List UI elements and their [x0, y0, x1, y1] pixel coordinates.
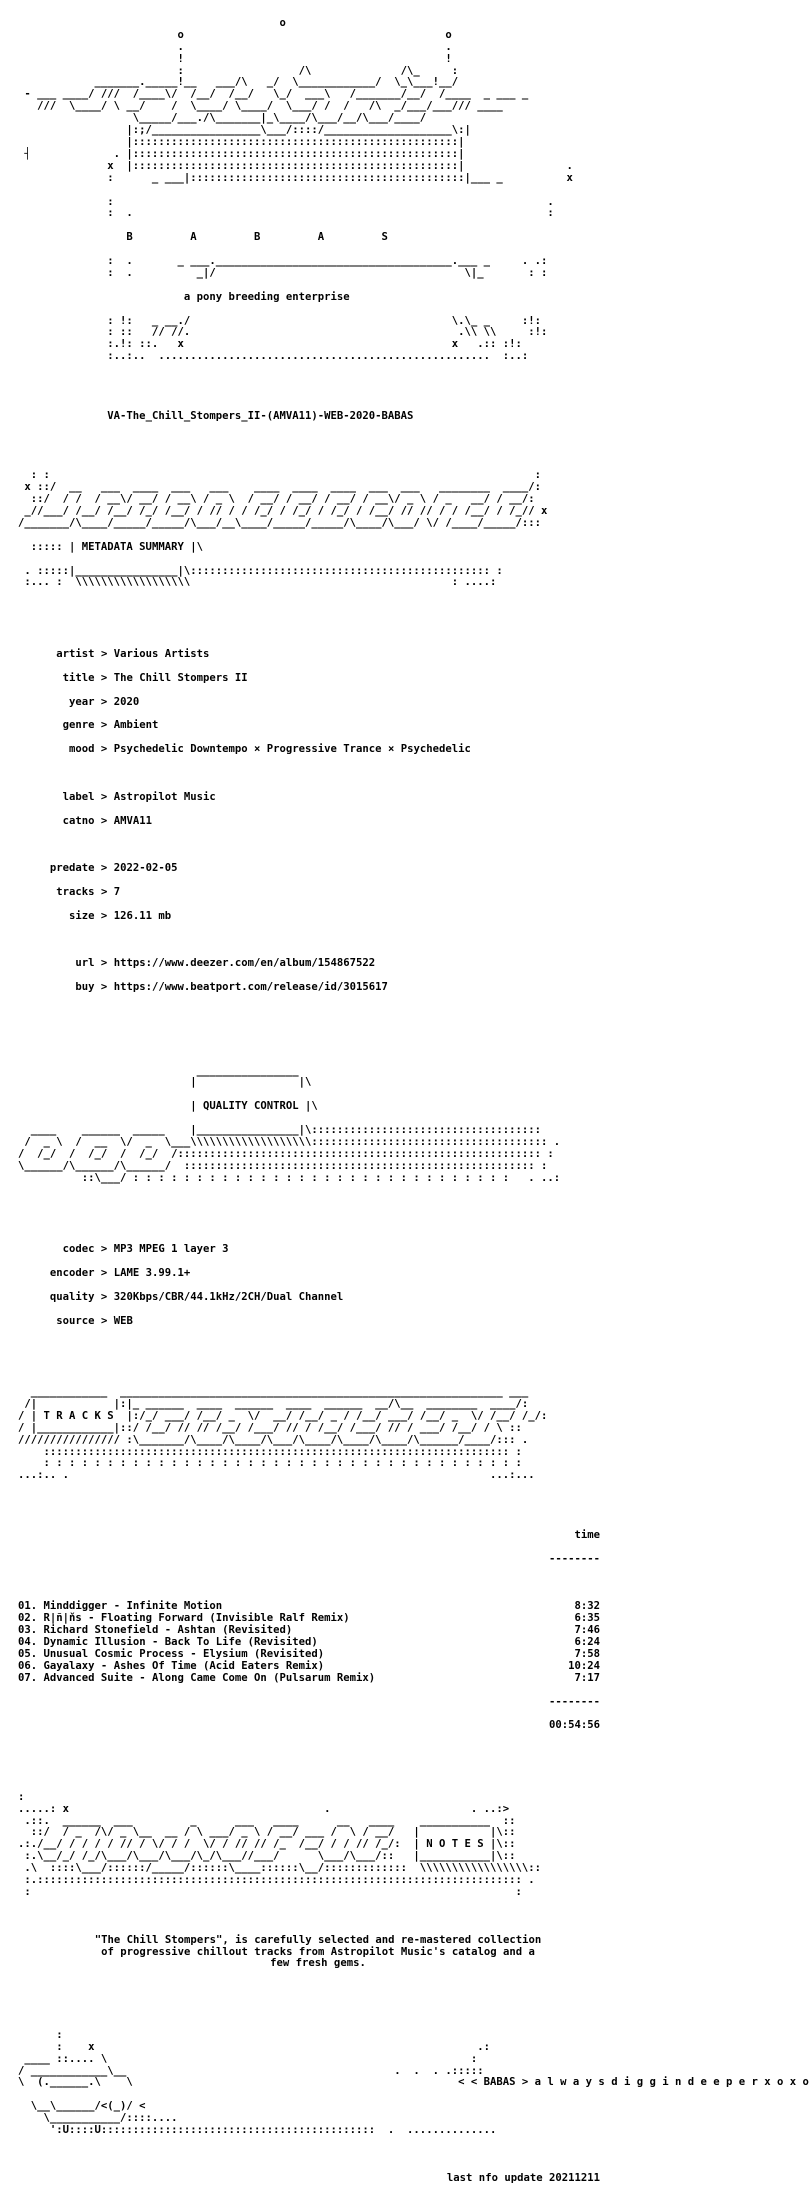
quality-encoder: encoder > LAME 3.99.1+	[49, 1266, 191, 1279]
total-time: 00:54:56	[548, 1719, 600, 1732]
track-number: 03.	[18, 1624, 38, 1637]
quality-quality: quality > 320Kbps/CBR/44.1kHz/2CH/Dual Channel	[49, 1290, 344, 1303]
track-number: 05.	[18, 1647, 38, 1660]
track-time: 6:35	[574, 1612, 600, 1625]
nfo-document	[18, 6, 809, 2196]
tagline-row	[18, 292, 638, 304]
quality-source: source > WEB	[56, 1314, 133, 1327]
meta-buy[interactable]: buy > https://www.beatport.com/release/id/3015617	[75, 981, 388, 994]
track-title: R|ñ|ňs - Floating Forward (Invisible Ralf Remix)	[43, 1612, 350, 1625]
release-name-row	[18, 411, 638, 423]
metadata-title-row: ::::: | METADATA SUMMARY |\	[18, 540, 203, 553]
track-title: Dynamic Illusion - Back To Life (Revisited)	[43, 1635, 318, 1648]
time-header-rule: --------	[548, 1552, 600, 1565]
track-title: Gayalaxy - Ashes Of Time (Acid Eaters Remix)	[43, 1659, 325, 1672]
track-number: 04.	[18, 1635, 38, 1648]
banner-frame-top: : . _ ___._____________________________________.___ _ . .: : . _|/ \|_ : :	[107, 255, 548, 279]
track-time: 7:58	[574, 1647, 600, 1660]
quality-title-row: | QUALITY CONTROL |\	[18, 1100, 318, 1113]
track-time: 6:24	[574, 1635, 600, 1648]
track-title: Minddigger - Infinite Motion	[43, 1600, 223, 1613]
quality-title: QUALITY CONTROL	[202, 1100, 299, 1113]
track-time: 10:24	[568, 1659, 600, 1672]
tagline: a pony breeding enterprise	[183, 290, 350, 303]
metadata-title: METADATA SUMMARY	[81, 540, 184, 553]
meta-mood: mood > Psychedelic Downtempo × Progressive Trance × Psychedelic	[69, 743, 471, 756]
notes-art: : .....: x . . ..:> .::. ______ ___ _ ___ ____ __ ____ ___________ :: ::/ / _ /\/ _ \__ __ / \ ___/ _ \ / __/ ___ / \ / __/ | |\:: .:./__/ / / / / // / \/ / / \/ / // // /_ /__/ / / // /_/: | N O T E S |\:: :.\__/_/ /_/\___/\___/\___/\_/\___//___/ \___/\___/:: |___________|\:: .\ ::::\___/::::::/_____/::::::\____::::::\__/::::::::::::: \\\\\\\\\\\\\\\\\:: :.:::::::::::::::::::::::::::::::::::::::::::::::::::::::::::::::::::::::::::: . : :	[18, 1790, 541, 1898]
release-name: VA-The_Chill_Stompers_II-(AMVA11)-WEB-2020-BABAS	[107, 409, 414, 422]
track-title: Richard Stonefield - Ashtan (Revisited)	[43, 1624, 293, 1637]
notes-title: N O T E S	[426, 1838, 484, 1851]
footer-signature: a l w a y s d i g g i n d e e p e r x o x o	[534, 2076, 809, 2089]
time-header: time	[574, 1528, 600, 1541]
quality-art-top: ________________ | |\	[190, 1064, 312, 1089]
banner-art: o o o . . ! ! : /\ /\_ : _______._____!__ ___/\ _/ \____________/ \_\___!__/ - ___ ____/ /// /____\/ /__/ /__/ \_/ ___\ /_______/__/ /____ _ ___ _ /// \____/ \ __/ / \____/ \____/ \___/ / / /\ _/___/___/// ____ \_____/___./\_______|_\____/\___/__/\___/____/ |:;/_________________\___/::::/____________________\:| |:::::::::::::::::::::::::::::::::::::::::::::::::::| ┤ . |:::::::::::::::::::::::::::::::::::::::::::::::::::| x |:::::::::::::::::::::::::::::::::::::::::::::::::::| . : _ ___|:::::::::::::::::::::::::::::::::::::::::::|___ _ x : . : . :	[24, 16, 573, 220]
tracks-art: ____________ ____________________________________________________________ ___ /| |:|_ ______ ____ ______ ____ ______ __/\__ ________ ____/: / | T R A C K S |:/_/ ___/ /__/ _ \/ __/ /__/ _ / /__/ ___/ /__/ _ \/ /__/ /_/: / |____________|::/ /__/ // // /__/ /___/ // / /__/ /___/ // / ___/ /__/ / \ :: //////////////// :\_______/\____/\____/\___/\____/\____/\____/\______/____/::: . ::::::::::::::::::::::::::::::::::::::::::::::::::::::::::::::::::::::::: : : : : : : : : : : : : : : : : : : : : : : : : : : : : : : : : : : : : : : : ...:.. . ...:...	[18, 1385, 548, 1482]
quality-list	[18, 1232, 638, 1339]
track-time: 7:17	[574, 1671, 600, 1684]
track-title: Unusual Cosmic Process - Elysium (Revisited)	[43, 1647, 325, 1660]
quality-art-bottom: ____ ______ _____ |________________|\:::::::::::::::::::::::::::::::::::: / _ \ / __ \/ _ \___\\\\\\\\\\\\\\\\\\\::::::::::::::::::::::::::::::::::::: . / /_/ / /_/ / /_/ /::::::::::::::::::::::::::::::::::::::::::::::::::::::::: : \______/\______/\______/ ::::::::::::::::::::::::::::::::::::::::::::::::::::::: : ::\___/ : : : : : : : : : : : : : : : : : : : : : : : : : : : : : : . ..:	[18, 1124, 561, 1184]
metadata-art-top: : : : x ::/ __ ___ ____ ___ ___ ____ ____ ____ ___ ___ ________ ____/: ::/ / / / __\/ __/ / __\ / _ \ / __/ / __/ / __/ / __\/ _ \ / _ __/ / __/: _//___/ /__/ /__/ /_/ /__/ / // / / /_/ / /_/ / /_/ / /__/ // // / / /__/ / /_// x /_______/\____/_____/_____/\___/__\____/_____/_____/\____/\___/ \/ /____/_____/:::	[18, 469, 548, 529]
meta-title: title > The Chill Stompers II	[62, 671, 248, 684]
meta-year: year > 2020	[69, 695, 140, 708]
footer-art: : : x .: ____ ::.... \ : / ____________\__ . . . .::::: \ (.______.\ \ < < BABAS > a l w a y s d i g g i n d e e p e r x o x o	[18, 2028, 809, 2089]
meta-genre: genre > Ambient	[62, 719, 159, 732]
track-number: 07.	[18, 1671, 38, 1684]
meta-url[interactable]: url > https://www.deezer.com/en/album/154867522	[75, 957, 376, 970]
meta-predate: predate > 2022-02-05	[49, 862, 178, 875]
footer-art-bottom: \__\______/<(_)/ < \___________/::::.... ':U::::U::::::::::::::::::::::::::::::::::::::::::: . ..............	[30, 2100, 497, 2137]
meta-catno: catno > AMVA11	[62, 814, 152, 827]
metadata-art-bottom: . :::::|________________|\::::::::::::::::::::::::::::::::::::::::::::::: : :... : \\\\\\\\\\\\\\\\\\ : ....:	[24, 564, 503, 589]
track-number: 01.	[18, 1600, 38, 1613]
notes-text: "The Chill Stompers", is carefully selected and re-mastered collection of progressive chillout tracks from Astropilot Music's catalog and a few fresh gems.	[94, 1933, 542, 1970]
metadata-list	[18, 637, 638, 1006]
track-time: 8:32	[574, 1600, 600, 1613]
track-number: 02.	[18, 1612, 38, 1625]
meta-tracks: tracks > 7	[56, 885, 121, 898]
banner-frame-bottom: : !: _ __./ \.\_ _ :!: : :: // //. .\\ \\ :!: :.!: ::. x x .:: :!: :..:.. .................................................... :..:	[107, 314, 548, 363]
meta-label: label > Astropilot Music	[62, 790, 216, 803]
total-rule: --------	[548, 1695, 600, 1708]
quality-codec: codec > MP3 MPEG 1 layer 3	[62, 1243, 229, 1256]
track-title: Advanced Suite - Along Came Come On (Pulsarum Remix)	[43, 1671, 376, 1684]
last-update: last nfo update 20211211	[446, 2171, 600, 2184]
meta-artist: artist > Various Artists	[56, 647, 210, 660]
banner-letters: B A B A S	[18, 231, 388, 244]
track-row	[18, 1673, 600, 1685]
tracklist	[18, 1518, 600, 1744]
footer-signature-prefix: < < BABAS >	[458, 2076, 529, 2089]
meta-size: size > 126.11 mb	[69, 909, 172, 922]
track-number: 06.	[18, 1659, 38, 1672]
track-time: 7:46	[574, 1624, 600, 1637]
tracks-title: T R A C K S	[43, 1409, 114, 1422]
track-list	[18, 1601, 600, 1684]
